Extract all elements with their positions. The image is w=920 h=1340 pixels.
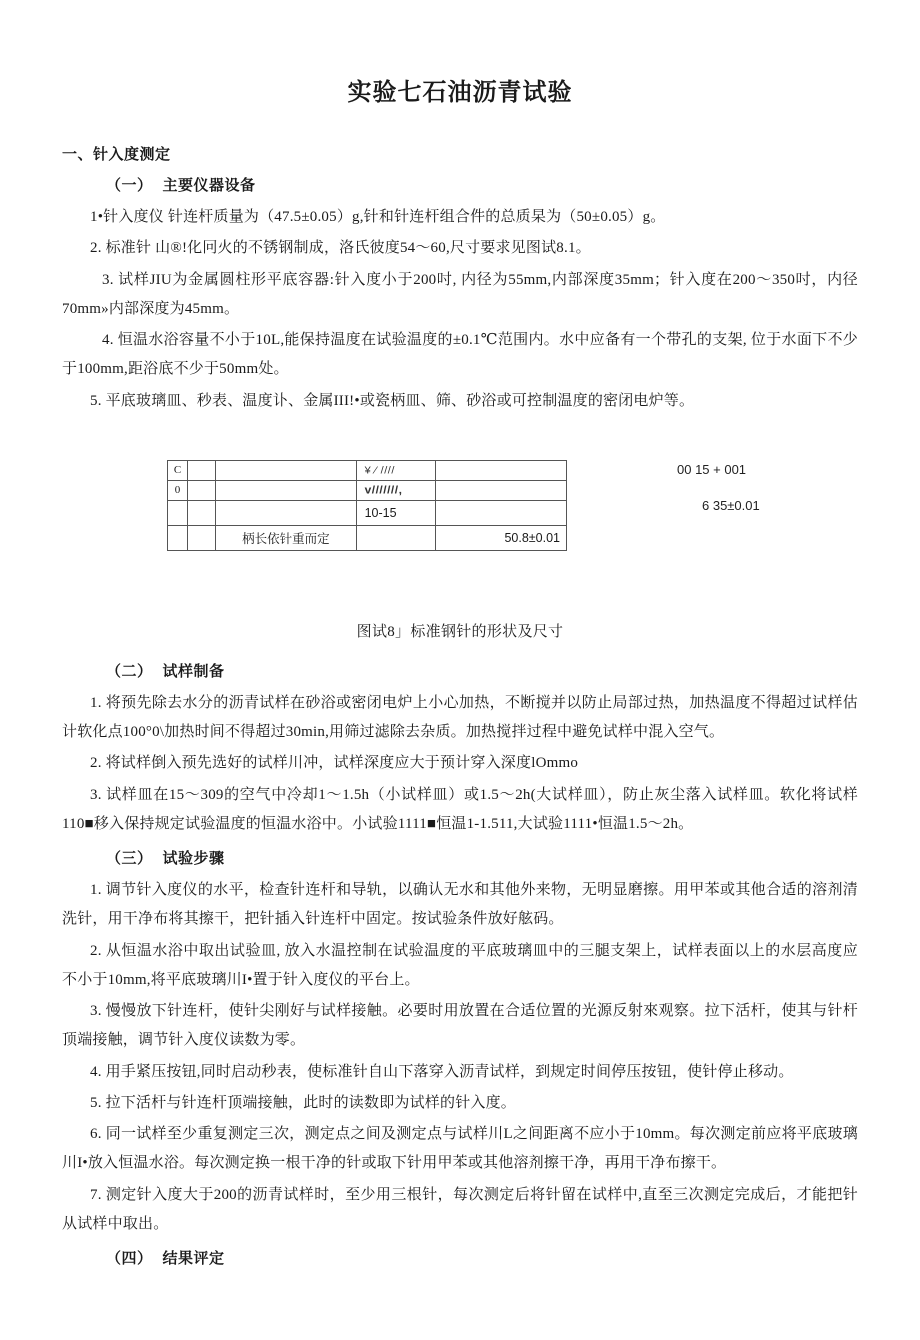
procedure-step-4: 4. 用手紧压按钮,同时启动秒表，使标准针自山下落穿入沥青试样，到规定时间停压按钮，使针停止移动。 <box>90 1063 794 1080</box>
subsection-3-label: 试验步骤 <box>162 850 225 867</box>
cell-shank-c-3 <box>216 500 356 525</box>
cell-dim-e-2 <box>435 480 566 500</box>
subsection-2-label: 试样制备 <box>162 662 225 680</box>
table-row <box>168 460 567 480</box>
cell-dim-e-1 <box>435 460 566 480</box>
cell-label-a-2: 0 <box>168 480 188 500</box>
subsection-heading-2 <box>62 660 858 681</box>
subsection-4-label: 结果评定 <box>162 1250 225 1267</box>
equipment-item-2: 2. 标准针 山®!化冋火的不锈钢制成，洛氏彼度54〜60,尺寸要求见图试8.1。 <box>90 240 591 257</box>
cell-hatch-d-2 <box>356 480 435 500</box>
prep-step-2: 2. 将试样倒入预先选好的试样川冲，试样深度应大于预计穿入深度lOmmo <box>90 755 579 772</box>
section-heading-1: 一、针入度测定 <box>62 146 171 163</box>
subsection-4-number: （四） <box>106 1250 153 1267</box>
table-row <box>168 480 567 500</box>
procedure-step-6: 6. 同一试样至少重复测定三次，测定点之间及测定点与试样川L之间距离不应小于10mm。每次测定前应将平底玻璃川I•放入恒温水浴。每次测定换一根干净的针或取下针用甲苯或其他溶剂擦干净，再用干净布擦干。 <box>62 1126 858 1172</box>
procedure-step-1: 1. 调节针入度仪的水平，检查针连杆和导轨，以确认无水和其他外来物，无明显磨擦。用甲苯或其他合适的溶剂清洗针，用干净布将其擦干，把针插入针连杆中固定。按试验条件放好舷码。 <box>62 882 858 928</box>
cell-total-length-value: 50.8±0.01 <box>435 525 566 550</box>
cell-blank-b-4 <box>188 525 216 550</box>
equipment-item-3: 3. 试样JIU为金属圆柱形平底容器:针入度小于200吋, 内径为55mm,内部深度35mm；针入度在200〜350吋，内径70mm»内部深度为45mm。 <box>62 271 858 317</box>
prep-step-1: 1. 将预先除去水分的沥青试样在砂浴或密闭电炉上小心加热，不断搅并以防止局部过热，加热温度不得超过试样估计软化点100°0\加热时间不得超过30min,用筛过滤除去杂质。加热搅拌过程中避免试样中混入空气。 <box>62 694 858 740</box>
equipment-item-5: 5. 平底玻璃皿、秒表、温度讣、金属III!•或瓷柄皿、筛、砂浴或可控制温度的密闭电炉等。 <box>90 392 695 409</box>
cell-label-a-3 <box>168 500 188 525</box>
hatch-marks-bottom: v///////, <box>364 483 403 497</box>
cell-blank-b-2 <box>188 480 216 500</box>
cell-shank-c-1 <box>216 460 356 480</box>
subsection-3-number: （三） <box>106 850 153 867</box>
dimension-annotation-2: 6 35±0.01 <box>702 497 760 513</box>
subsection-heading-4 <box>62 1247 858 1268</box>
hatch-marks-top: ¥ ⁄ //// <box>364 465 395 477</box>
equipment-item-4: 4. 恒温水浴容量不小于10L,能保持温度在试验温度的±0.1℃范围内。水中应备有一个带孔的支架, 位于水面下不少于100mm,距浴底不少于50mm处。 <box>62 332 858 378</box>
procedure-step-5: 5. 拉下活杆与针连杆顶端接触，此时的读数即为试样的针入度。 <box>90 1094 517 1111</box>
cell-taper-length-value: 10-15 <box>356 500 435 525</box>
procedure-step-7: 7. 测定针入度大于200的沥青试样时，至少用三根针，每次测定后将针留在试样中,直至三次测定完成后，才能把针从试样中取出。 <box>62 1186 858 1232</box>
cell-blank-b-3 <box>188 500 216 525</box>
subsection-2-number: （二） <box>106 662 153 680</box>
cell-blank-d-4 <box>356 525 435 550</box>
cell-shank-c-2 <box>216 480 356 500</box>
subsection-1-number: （一） <box>106 177 153 194</box>
figure-dimension-table <box>167 460 567 551</box>
cell-shank-note: 柄长依针重而定 <box>216 525 356 550</box>
subsection-heading-3 <box>62 847 858 868</box>
page-title: 实验七石油沥青试验 <box>347 79 573 106</box>
cell-hatch-d-1 <box>356 460 435 480</box>
cell-label-a-4 <box>168 525 188 550</box>
procedure-step-2: 2. 从恒温水浴中取出试验皿, 放入水温控制在试验温度的平底玻璃皿中的三腿支架上，试样表面以上的水层高度应不小于10mm,将平底玻璃川I•置于针入度仪的平台上。 <box>62 942 858 988</box>
figure-standard-needle <box>62 452 858 652</box>
cell-label-a-1: C <box>168 460 188 480</box>
procedure-step-3: 3. 慢慢放下针连杆，使针尖刚好与试样接触。必要时用放置在合适位置的光源反射來观察。拉下活杆，使其与针杆顶端接触，调节针入度仪读数为零。 <box>62 1003 858 1049</box>
subsection-heading-1 <box>62 174 858 195</box>
prep-step-3: 3. 试样皿在15〜309的空气中冷却1〜1.5h（小试样皿）或1.5〜2h(大试样皿），防止灰尘落入试样皿。软化将试样110■移入保持规定试验温度的恒温水浴中。小试验1111■恒温1-1.511,大试验1111•恒温1.5〜2h。 <box>62 786 858 832</box>
table-row <box>168 500 567 525</box>
table-row <box>168 525 567 550</box>
cell-dim-e-3 <box>435 500 566 525</box>
equipment-item-1: 1•针入度仪 针连杆质量为（47.5±0.05）g,针和针连杆组合件的总质杲为（50±0.05）g。 <box>90 209 666 225</box>
dimension-annotation-1: 00 15 + 001 <box>677 461 747 477</box>
cell-blank-b-1 <box>188 460 216 480</box>
figure-caption: 图试8」标准钢针的形状及尺寸 <box>356 623 564 640</box>
subsection-1-label: 主要仪器设备 <box>162 177 256 194</box>
